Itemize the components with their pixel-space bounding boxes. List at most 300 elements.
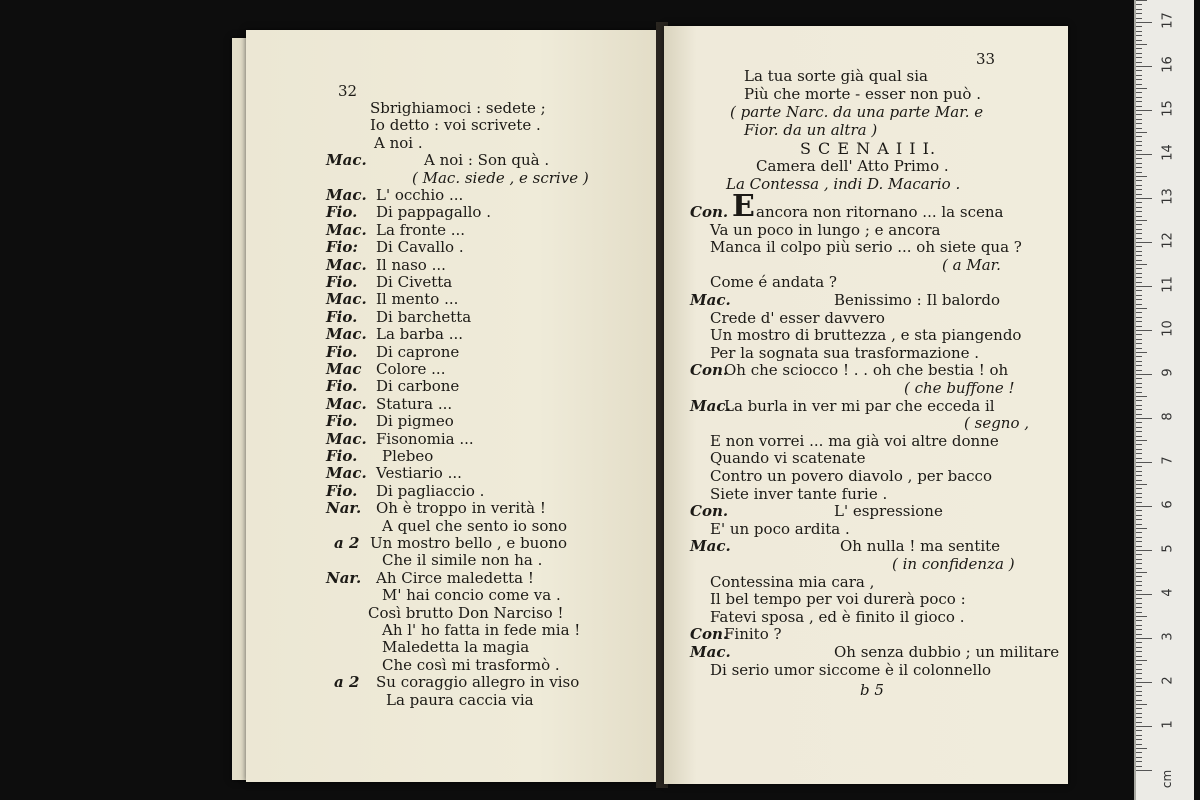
ruler-tick <box>1136 462 1152 463</box>
speaker-label: a 2 <box>334 534 360 552</box>
ruler-tick <box>1136 603 1142 604</box>
verse-line: Il naso ... <box>376 255 446 274</box>
ruler-tick <box>1136 528 1147 529</box>
ruler-tick <box>1136 352 1147 353</box>
ruler-tick <box>1136 290 1142 291</box>
verse-line: Colore ... <box>376 360 446 378</box>
ruler-tick <box>1136 541 1142 542</box>
speaker-label: Con. <box>690 625 729 644</box>
verse-line: Di carbone <box>376 377 460 396</box>
ruler-tick <box>1136 669 1142 670</box>
ruler-tick <box>1136 229 1142 230</box>
ruler-tick <box>1136 361 1142 362</box>
speaker-label: Fio. <box>326 447 358 465</box>
ruler-tick <box>1136 510 1142 511</box>
ruler-tick <box>1136 26 1142 27</box>
ruler-tick <box>1136 651 1142 652</box>
ruler-tick <box>1136 312 1142 313</box>
ruler-tick <box>1136 392 1142 393</box>
ruler-tick <box>1136 497 1142 498</box>
verse-line: La tua sorte già qual sia <box>744 67 928 85</box>
verse-line: Siete inver tante furie . <box>710 484 888 503</box>
ruler-tick <box>1136 634 1142 635</box>
ruler-tick <box>1136 660 1147 661</box>
scene-title: S C E N A I I I. <box>800 139 937 158</box>
ruler-tick <box>1136 260 1142 261</box>
ruler-tick <box>1136 321 1142 322</box>
ruler-tick <box>1136 642 1142 643</box>
verse-line: Oh è troppo in verità ! <box>376 499 546 518</box>
ruler-tick <box>1136 396 1147 397</box>
ruler-tick <box>1136 299 1142 300</box>
ruler-tick <box>1136 114 1142 115</box>
verse-line: E' un poco ardita . <box>710 519 850 538</box>
verse-line: ( segno , <box>964 414 1030 433</box>
speaker-label: Fio. <box>326 342 358 361</box>
verse-line: Oh senza dubbio ; un militare <box>834 643 1060 661</box>
speaker-label: Mac. <box>326 151 367 170</box>
ruler-tick <box>1136 163 1142 164</box>
ruler-tick <box>1136 44 1147 45</box>
ruler-tick <box>1136 370 1142 371</box>
ruler-tick <box>1136 515 1142 516</box>
verse-line: Come é andata ? <box>710 273 837 292</box>
ruler-tick <box>1136 339 1142 340</box>
verse-line: Per la sognata sua trasformazione . <box>710 343 980 362</box>
ruler-tick <box>1136 519 1142 520</box>
verse-line: Quando vi scatenate <box>710 449 866 468</box>
verse-line: Di serio umor siccome è il colonnello <box>710 660 992 679</box>
ruler-tick <box>1136 770 1152 771</box>
verse-line: Finito ? <box>724 625 782 644</box>
ruler-tick <box>1136 211 1142 212</box>
ruler-tick <box>1136 524 1142 525</box>
ruler-tick <box>1136 343 1142 344</box>
ruler-tick <box>1136 132 1147 133</box>
ruler-tick <box>1136 572 1147 573</box>
ruler-number: 13 <box>1160 188 1176 205</box>
verse-line: Che il simile non ha . <box>382 551 543 570</box>
ruler-tick <box>1136 612 1142 613</box>
stage-direction: ( parte Narc. da una parte Mar. e <box>730 103 984 121</box>
verse-line: L' occhio ... <box>376 186 464 204</box>
measurement-ruler <box>1134 0 1194 800</box>
ruler-tick <box>1136 233 1142 234</box>
ruler-tick <box>1136 317 1142 318</box>
ruler-tick <box>1136 185 1142 186</box>
verse-line: Più che morte - esser non può . <box>744 85 981 103</box>
ruler-tick <box>1136 449 1142 450</box>
ruler-tick <box>1136 119 1142 120</box>
verse-line: A noi : Son quà . <box>424 151 550 170</box>
ruler-tick <box>1136 475 1142 476</box>
verse-line: Statura ... <box>376 394 453 413</box>
ruler-tick <box>1136 202 1142 203</box>
ruler-tick <box>1136 246 1142 247</box>
ruler-number: 1 <box>1160 720 1176 729</box>
ruler-tick <box>1136 110 1152 111</box>
verse-line: Di pagliaccio . <box>376 481 485 500</box>
ruler-tick <box>1136 330 1152 331</box>
ruler-tick <box>1136 744 1142 745</box>
ruler-tick <box>1136 92 1142 93</box>
ruler-tick <box>1136 581 1142 582</box>
ruler-tick <box>1136 686 1142 687</box>
ruler-number: 12 <box>1160 232 1176 249</box>
verse-line: Ah Circe maledetta ! <box>376 568 534 587</box>
ruler-tick <box>1136 427 1142 428</box>
ruler-tick <box>1136 414 1142 415</box>
ruler-number: 3 <box>1160 632 1176 641</box>
ruler-tick <box>1136 748 1147 749</box>
speaker-label: Fio. <box>326 481 358 500</box>
ruler-tick <box>1136 57 1142 58</box>
verse-line: La fronte ... <box>376 220 466 239</box>
ruler-tick <box>1136 282 1142 283</box>
ruler-tick <box>1136 88 1147 89</box>
verse-line: ( in confidenza ) <box>892 555 1015 573</box>
verse-line: Manca il colpo più serio ... oh siete qua ? <box>710 238 1022 257</box>
ruler-tick <box>1136 405 1142 406</box>
verse-line: La burla in ver mi par che ecceda il <box>724 396 995 415</box>
ruler-tick <box>1136 537 1142 538</box>
ruler-tick <box>1136 176 1147 177</box>
ruler-tick <box>1136 735 1142 736</box>
ruler-tick <box>1136 502 1142 503</box>
ruler-tick <box>1136 136 1142 137</box>
speaker-label: Mac. <box>326 255 367 274</box>
speaker-label: Fio. <box>326 273 358 291</box>
verse-line: ( che buffone ! <box>904 379 1015 397</box>
ruler-tick <box>1136 268 1142 269</box>
verse-line: Fisonomia ... <box>376 429 474 448</box>
ruler-tick <box>1136 453 1142 454</box>
verse-line: Di caprone <box>376 342 460 361</box>
verse-line: Vestiario ... <box>376 464 462 483</box>
ruler-tick <box>1136 79 1142 80</box>
ruler-tick <box>1136 590 1142 591</box>
ruler-tick <box>1136 207 1142 208</box>
ruler-tick <box>1136 493 1142 494</box>
ruler-tick <box>1136 506 1152 507</box>
ruler-number: 15 <box>1160 100 1176 117</box>
ruler-tick <box>1136 141 1142 142</box>
ruler-tick <box>1136 365 1142 366</box>
ruler-number: 2 <box>1160 676 1176 685</box>
ruler-tick <box>1136 444 1142 445</box>
verse-line: E non vorrei ... ma già voi altre donne <box>710 431 999 450</box>
scene-characters: La Contessa , indi D. Macario . <box>726 175 961 193</box>
ruler-tick <box>1136 554 1142 555</box>
verse-line: ( a Mar. <box>942 255 1001 274</box>
ruler-tick <box>1136 242 1152 243</box>
ruler-tick <box>1136 484 1147 485</box>
verse-line: Di Cavallo . <box>376 238 464 257</box>
speaker-label: Mac. <box>326 394 367 413</box>
speaker-label: Mac. <box>690 537 731 556</box>
ruler-tick <box>1136 277 1142 278</box>
ruler-tick <box>1136 708 1142 709</box>
ruler-tick <box>1136 471 1142 472</box>
ruler-tick <box>1136 13 1142 14</box>
speaker-label: Fio. <box>326 203 358 222</box>
ruler-number: 9 <box>1160 368 1176 377</box>
ruler-tick <box>1136 387 1142 388</box>
speaker-label: Mac. <box>326 290 367 309</box>
ruler-tick <box>1136 128 1142 129</box>
speaker-label: Mac. <box>690 396 731 415</box>
speaker-label: Fio. <box>326 307 358 326</box>
ruler-tick <box>1136 356 1142 357</box>
speaker-label: Mac. <box>326 220 367 239</box>
ruler-tick <box>1136 700 1142 701</box>
verse-line: Un mostro di bruttezza , e sta piangendo <box>710 326 1022 345</box>
verse-line: Che così mi trasformò . <box>382 655 560 674</box>
signature-mark: b 5 <box>860 681 884 699</box>
ruler-number: 14 <box>1160 144 1176 161</box>
verse-line: Crede d' esser davvero <box>710 308 885 327</box>
ruler-tick <box>1136 220 1147 221</box>
right-page <box>664 26 1068 784</box>
speaker-label: Fio: <box>326 238 358 257</box>
ruler-tick <box>1136 629 1142 630</box>
ruler-tick <box>1136 704 1147 705</box>
ruler-tick <box>1136 9 1142 10</box>
ruler-tick <box>1136 607 1142 608</box>
verse-line: Oh nulla ! ma sentite <box>840 537 1001 556</box>
verse-line: Un mostro bello , e buono <box>370 534 568 552</box>
verse-line: Benissimo : Il balordo <box>834 291 1001 309</box>
ruler-tick <box>1136 458 1142 459</box>
ruler-tick <box>1136 295 1142 296</box>
ruler-tick <box>1136 251 1142 252</box>
ruler-tick <box>1136 273 1142 274</box>
ruler-tick <box>1136 752 1142 753</box>
ruler-tick <box>1136 422 1142 423</box>
speaker-label: Mac. <box>326 464 367 483</box>
ruler-tick <box>1136 326 1142 327</box>
verse-line: Di pigmeo <box>376 412 454 431</box>
speaker-label: Mac. <box>690 291 731 309</box>
ruler-tick <box>1136 35 1142 36</box>
verse-line: Ah l' ho fatta in fede mia ! <box>382 621 581 639</box>
ruler-tick <box>1136 563 1142 564</box>
ruler-tick <box>1136 348 1142 349</box>
ruler-tick <box>1136 84 1142 85</box>
ruler-tick <box>1136 532 1142 533</box>
ruler-number: 16 <box>1160 56 1176 73</box>
ruler-tick <box>1136 598 1142 599</box>
verse-line: Così brutto Don Narciso ! <box>368 603 564 622</box>
speaker-label: Mac <box>326 360 362 378</box>
ruler-tick <box>1136 546 1142 547</box>
scene-setting: Camera dell' Atto Primo . <box>756 157 949 175</box>
ruler-tick <box>1136 101 1142 102</box>
ruler-tick <box>1136 167 1142 168</box>
ruler-tick <box>1136 585 1142 586</box>
verse-line: L' espressione <box>834 502 943 521</box>
ruler-tick <box>1136 576 1142 577</box>
verse-line: La barba ... <box>376 325 464 344</box>
ruler-tick <box>1136 431 1142 432</box>
ruler-tick <box>1136 154 1152 155</box>
verse-line: A quel che sento io sono <box>382 516 568 535</box>
ruler-number: 17 <box>1160 12 1176 29</box>
verse-line: ancora non ritornano ... la scena <box>756 203 1004 221</box>
ruler-tick <box>1136 75 1142 76</box>
verse-line: Contessina mia cara , <box>710 572 875 591</box>
ruler-tick <box>1136 40 1142 41</box>
ruler-tick <box>1136 374 1152 375</box>
ruler-number: 11 <box>1160 276 1176 293</box>
verse-line: Di barchetta <box>376 307 472 326</box>
ruler-tick <box>1136 18 1142 19</box>
ruler-tick <box>1136 466 1142 467</box>
left-page <box>246 30 664 782</box>
speaker-label: Nar. <box>326 568 362 587</box>
speaker-label: Nar. <box>326 499 362 518</box>
ruler-number: 4 <box>1160 588 1176 597</box>
drop-cap: E <box>732 189 755 224</box>
verse-line: Va un poco in lungo ; e ancora <box>710 220 941 239</box>
ruler-tick <box>1136 334 1142 335</box>
page-number-left: 32 <box>338 82 358 100</box>
verse-line: Maledetta la magia <box>382 638 530 657</box>
speaker-label: Mac. <box>326 186 367 204</box>
ruler-tick <box>1136 31 1142 32</box>
ruler-tick <box>1136 224 1142 225</box>
verse-line: Plebeo <box>382 447 434 465</box>
verse-line: A noi . <box>374 133 423 152</box>
ruler-tick <box>1136 4 1142 5</box>
speaker-label: Con. <box>690 502 729 521</box>
page-number-right: 33 <box>976 50 996 68</box>
verse-line: Sbrighiamoci : sedete ; <box>370 99 546 117</box>
ruler-tick <box>1136 264 1147 265</box>
ruler-number: 10 <box>1160 320 1176 337</box>
ruler-tick <box>1136 418 1152 419</box>
speaker-label: a 2 <box>334 673 360 692</box>
ruler-tick <box>1136 739 1142 740</box>
ruler-tick <box>1136 480 1142 481</box>
ruler-tick <box>1136 308 1147 309</box>
ruler-tick <box>1136 730 1142 731</box>
verse-line: Il bel tempo per voi durerà poco : <box>710 590 966 609</box>
ruler-tick <box>1136 647 1142 648</box>
ruler-tick <box>1136 757 1142 758</box>
verse-line: Di Civetta <box>376 273 453 291</box>
ruler-tick <box>1136 150 1142 151</box>
verse-line: ( Mac. siede , e scrive ) <box>412 168 589 187</box>
verse-line: Io detto : voi scrivete . <box>370 116 541 135</box>
ruler-tick <box>1136 66 1152 67</box>
ruler-tick <box>1136 53 1142 54</box>
ruler-tick <box>1136 682 1152 683</box>
verse-line: Il mento ... <box>376 290 459 309</box>
ruler-tick <box>1136 238 1142 239</box>
ruler-tick <box>1136 638 1152 639</box>
ruler-tick <box>1136 559 1142 560</box>
ruler-tick <box>1136 695 1142 696</box>
ruler-tick <box>1136 22 1152 23</box>
speaker-label: Mac. <box>690 643 731 661</box>
ruler-tick <box>1136 255 1142 256</box>
ruler-tick <box>1136 656 1142 657</box>
ruler-tick <box>1136 0 1147 1</box>
ruler-tick <box>1136 664 1142 665</box>
ruler-tick <box>1136 62 1142 63</box>
ruler-tick <box>1136 70 1142 71</box>
speaker-label: Fio. <box>326 377 358 396</box>
ruler-tick <box>1136 123 1142 124</box>
ruler-tick <box>1136 713 1142 714</box>
ruler-tick <box>1136 625 1142 626</box>
ruler-tick <box>1136 97 1142 98</box>
ruler-tick <box>1136 673 1142 674</box>
ruler-tick <box>1136 194 1142 195</box>
speaker-label: Fio. <box>326 412 358 431</box>
ruler-tick <box>1136 620 1142 621</box>
verse-line: La paura caccia via <box>386 690 534 709</box>
ruler-tick <box>1136 180 1142 181</box>
ruler-tick <box>1136 678 1142 679</box>
ruler-tick <box>1136 436 1142 437</box>
ruler-tick <box>1136 488 1142 489</box>
ruler-tick <box>1136 691 1142 692</box>
ruler-tick <box>1136 172 1142 173</box>
ruler-tick <box>1136 616 1147 617</box>
ruler-tick <box>1136 722 1142 723</box>
ruler-tick <box>1136 216 1142 217</box>
ruler-tick <box>1136 766 1142 767</box>
ruler-number: 6 <box>1160 500 1176 509</box>
speaker-label: Con. <box>690 203 729 221</box>
speaker-label: Con. <box>690 361 729 380</box>
ruler-tick <box>1136 594 1152 595</box>
ruler-tick <box>1136 440 1147 441</box>
ruler-tick <box>1136 286 1152 287</box>
ruler-tick <box>1136 48 1142 49</box>
ruler-tick <box>1136 304 1142 305</box>
ruler-tick <box>1136 383 1142 384</box>
ruler-number: 5 <box>1160 544 1176 553</box>
verse-line: Oh che sciocco ! . . oh che bestia ! oh <box>724 361 1009 380</box>
ruler-tick <box>1136 145 1142 146</box>
ruler-tick <box>1136 378 1142 379</box>
speaker-label: Mac. <box>326 325 367 344</box>
ruler-tick <box>1136 761 1142 762</box>
ruler-tick <box>1136 106 1142 107</box>
verse-line: Fatevi sposa , ed è finito il gioco . <box>710 607 965 626</box>
speaker-label: Mac. <box>326 429 367 448</box>
ruler-tick <box>1136 158 1142 159</box>
verse-line: Contro un povero diavolo , per bacco <box>710 467 992 485</box>
ruler-tick <box>1136 726 1152 727</box>
ruler-tick <box>1136 568 1142 569</box>
verse-line: Su coraggio allegro in viso <box>376 673 580 692</box>
ruler-number: 8 <box>1160 412 1176 421</box>
verse-line: Di pappagallo . <box>376 203 491 222</box>
ruler-number: 7 <box>1160 456 1176 465</box>
ruler-tick <box>1136 409 1142 410</box>
ruler-tick <box>1136 198 1152 199</box>
ruler-tick <box>1136 189 1142 190</box>
ruler-unit-label: cm <box>1160 769 1175 789</box>
ruler-tick <box>1136 550 1152 551</box>
ruler-tick <box>1136 717 1142 718</box>
verse-line: M' hai concio come va . <box>382 586 561 605</box>
stage-direction: Fior. da un altra ) <box>744 121 878 139</box>
